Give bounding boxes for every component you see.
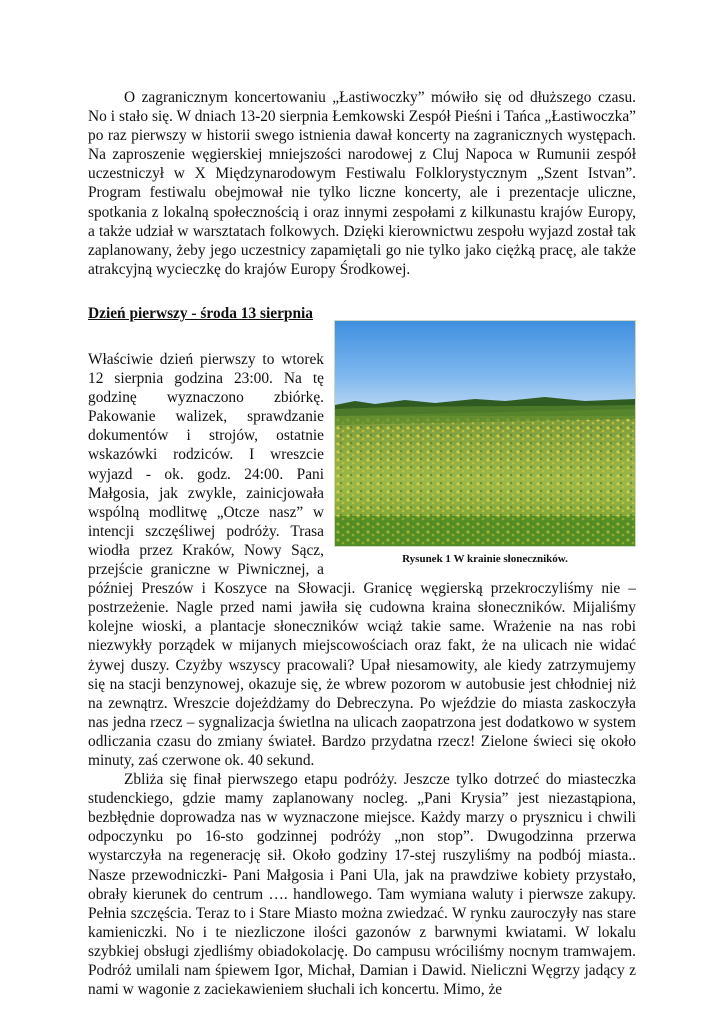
section-heading: Dzień pierwszy - środa 13 sierpnia xyxy=(88,305,314,322)
section-paragraph-1: Właściwie dzień pierwszy to wtorek 12 sierpnia godzina 23:00. Na tę godzinę wyznaczono zbiórkę. Pakowanie walizek, sprawdzanie dokumentów i strojów, ostatnie wskazówki rodziców. I wreszcie wyjazd - ok. godz. 24:00. Pani Małgosia, jak zwykle, zainicjowała wspólną modlitwę „Otcze nasz” w intencji szczęśliwej podróży. Trasa wiodła przez Kraków, Nowy Sącz, przejście graniczne w Piwnicznej, a później Preszów i Koszyce na Słowacji. Granicę węgierską przekroczyliśmy nie – postrzeżenie. Nagle przed nami jawiła się cudowna kraina słoneczników. Mijaliśmy kolejne wioski, a plantacje słoneczników wciąż takie same. Wrażenie na nas robi niezwykły porządek w mijanych miejscowościach oraz fakt, że na ulicach nie widać żywej duszy. Czyżby wszyscy pracowali? Upał niesamowity, ale kiedy zatrzymujemy się na stacji benzynowej, okazuje się, że wbrew pozorom w autobusie jest chłodniej niż na zewnątrz. Wreszcie dojeżdżamy do Debreczyna. Po wjeździe do miasta zaskoczyła nas jedna rzecz – sygnalizacja świetlna na ulicach zaopatrzona jest dodatkowo w system odliczania czasu do zmiany świateł. Bardzo przydatna rzecz! Zielone świeci się około minuty, zaś czerwone ok. 40 sekund. xyxy=(88,351,636,769)
intro-paragraph: O zagranicznym koncertowaniu „Łastiwoczky” mówiło się od dłuższego czasu. No i stało się. W dniach 13-20 sierpnia Łemkowski Zespół Pieśni i Tańca „Łastiwoczka” po raz pierwszy w historii swego istnienia dawał koncerty na zagranicznych występach. Na zaproszenie węgierskiej mniejszości narodowej z Cluj Napoca w Rumunii zespół uczestniczył w X Międzynarodowym Festiwalu Folklorystycznym „Szent Istvan”. Program festiwalu obejmował nie tylko liczne koncerty, ale i prezentacje uliczne, spotkania z lokalną społecznością i oraz innymi zespołami z kilkunastu krajów Europy, a także udział w warsztatach folkowych. Dzięki kierownictwu zespołu wyjazd został tak zaplanowany, żeby jego uczestnicy zapamiętali go nie tylko jako ciężką pracę, ale także atrakcyjną wycieczkę do krajów Europy Środkowej. xyxy=(88,89,636,278)
figure xyxy=(334,320,636,566)
intro-section xyxy=(88,88,636,279)
sunflower-field-photo xyxy=(334,320,636,547)
figure-caption: Rysunek 1 W krainie słoneczników. xyxy=(402,553,568,565)
section-body xyxy=(88,350,636,999)
section-paragraph-2: Zbliża się finał pierwszego etapu podróży. Jeszcze tylko dotrzeć do miasteczka studenckiego, gdzie mamy zaplanowany nocleg. „Pani Krysia” jest niezastąpiona, bezbłędnie doprowadza nas w wyznaczone miejsce. Każdy marzy o prysznicu i chwili odpoczynku po 16-sto godzinnej podróży „non stop”. Dwugodzinna przerwa wystarczyła na regenerację sił. Około godziny 17-stej ruszyliśmy na podbój miasta.. Nasze przewodniczki- Pani Małgosia i Pani Ula, jak na prawdziwe kobiety przystało, obrały kierunek do centrum …. handlowego. Tam wymiana waluty i pierwsze zakupy. Pełnia szczęścia. Teraz to i Stare Miasto można zwiedzać. W rynku zauroczyły nas stare kamieniczki. No i te niezliczone ilości gazonów z barwnymi kwiatami. W lokalu szybkiej obsługi zjedliśmy obiadokolację. Do campusu wróciliśmy nocnym tramwajem. Podróż umilali nam śpiewem Igor, Michał, Damian i Dawid. Nieliczni Węgrzy jadący z nami w wagonie z zaciekawieniem słuchali ich koncertu. Mimo, że xyxy=(88,771,636,999)
